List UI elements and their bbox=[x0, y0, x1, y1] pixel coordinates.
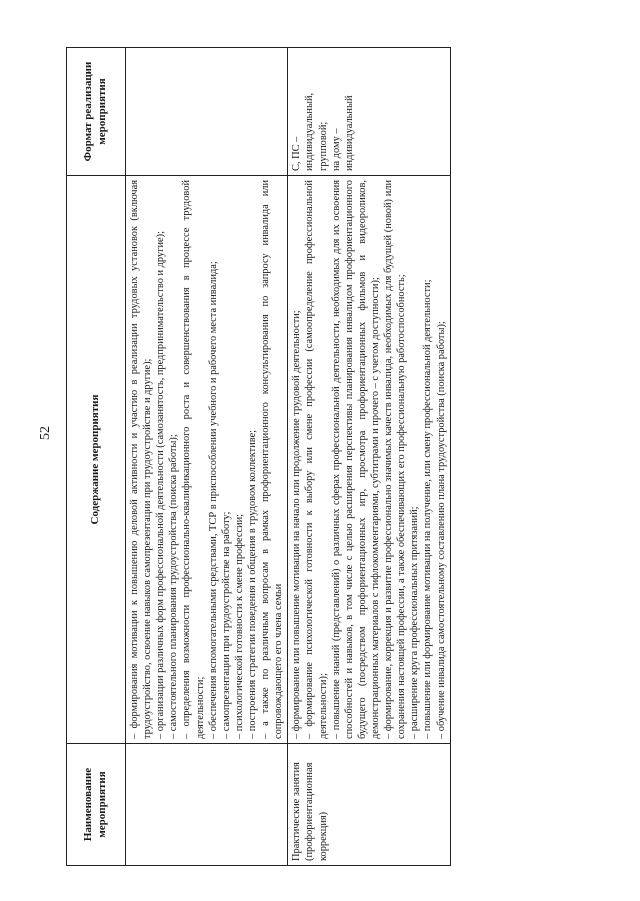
table-header-row bbox=[67, 48, 126, 866]
rotated-sheet bbox=[66, 48, 586, 866]
list-item: – организации различных форм профессиональной деятельности (самозанятость, предпринимательство и другие); bbox=[155, 231, 167, 739]
list-item: – формирование, коррекция и развитие профессионально значимых качеств инвалида, необходимых для будущей (новой) или сохранения настоящей профессии, а также обеспечивающих его профессиональную работоспособность; bbox=[383, 180, 408, 739]
list-item: – повышение знаний (представлений) о различных сферах профессиональной деятельности, необходимых для их освоения способностей и навыков, в том числе с целью расширения перспективы планирования инвалидом профориентационного будущего (посредством профориентационных игр, просмотра профориентационных фильмов и видеороликов, демонстрационных материалов с тифлокомментариями, субтитрами и прочего – с учетом доступности); bbox=[330, 180, 381, 739]
list-item: – самопрезентации при трудоустройстве на работу; bbox=[220, 511, 232, 739]
format-line: на дому – bbox=[330, 128, 342, 171]
row-format-cell bbox=[288, 48, 450, 176]
row-name-cell bbox=[126, 744, 288, 866]
measures-table bbox=[66, 47, 451, 866]
table-row bbox=[288, 48, 450, 866]
format-line: индивидуальный bbox=[343, 95, 355, 171]
row-format-cell bbox=[126, 48, 288, 176]
list-item: – обучение инвалида самостоятельному составлению плана трудоустройства (поиска работы); bbox=[435, 321, 447, 739]
row-name-cell: Практические занятия (профориентационная коррекция) bbox=[288, 744, 450, 866]
list-item: – определения возможности профессионально-квалификационного роста и совершенствования в процессе трудовой деятельности; bbox=[181, 180, 206, 739]
header-name: Наименование мероприятия bbox=[67, 744, 126, 866]
list-item: – психологической готовности к смене профессии; bbox=[233, 513, 245, 739]
row-content-cell bbox=[288, 176, 450, 744]
format-line: индивидуальный, bbox=[304, 92, 316, 171]
list-item: – формирование или повышение мотивации на начало или продолжение трудовой деятельности; bbox=[291, 310, 303, 739]
list-item: – а также по различным вопросам в рамках профориентационного консультирования по запросу инвалида или сопровождающего его члена семьи bbox=[260, 180, 285, 739]
list-item: – повышение или формирование мотивации на получение, или смену профессиональной деятельности; bbox=[422, 279, 434, 739]
list-item: – самостоятельного планирования трудоустройства (поиска работы); bbox=[168, 434, 180, 739]
list-item: – обеспечения вспомогательными средствами, ТСР в приспособлении учебного и рабочего места инвалида; bbox=[207, 261, 219, 739]
format-line: С, ПС – bbox=[291, 136, 303, 171]
row-content-cell bbox=[126, 176, 288, 744]
list-item: – формирование психологической готовности к выбору или смене профессии (самоопределение профессиональной деятельности); bbox=[304, 180, 329, 739]
format-line: групповой; bbox=[317, 121, 329, 171]
list-item: – построения стратегии поведения и общения в трудовом коллективе; bbox=[246, 429, 258, 739]
list-item: – расширение круга профессиональных притязаний; bbox=[409, 506, 421, 739]
header-content: Содержание мероприятия bbox=[67, 176, 126, 744]
table-row bbox=[126, 48, 288, 866]
header-format: Формат реализации мероприятия bbox=[67, 48, 126, 176]
page-number: 52 bbox=[38, 426, 53, 440]
list-item: – формирования мотивации к повышению деловой активности и участию в реализации трудовых установок (включая трудоустройство, освоение навыков самопрезентации при трудоустройстве и другие); bbox=[129, 180, 154, 739]
